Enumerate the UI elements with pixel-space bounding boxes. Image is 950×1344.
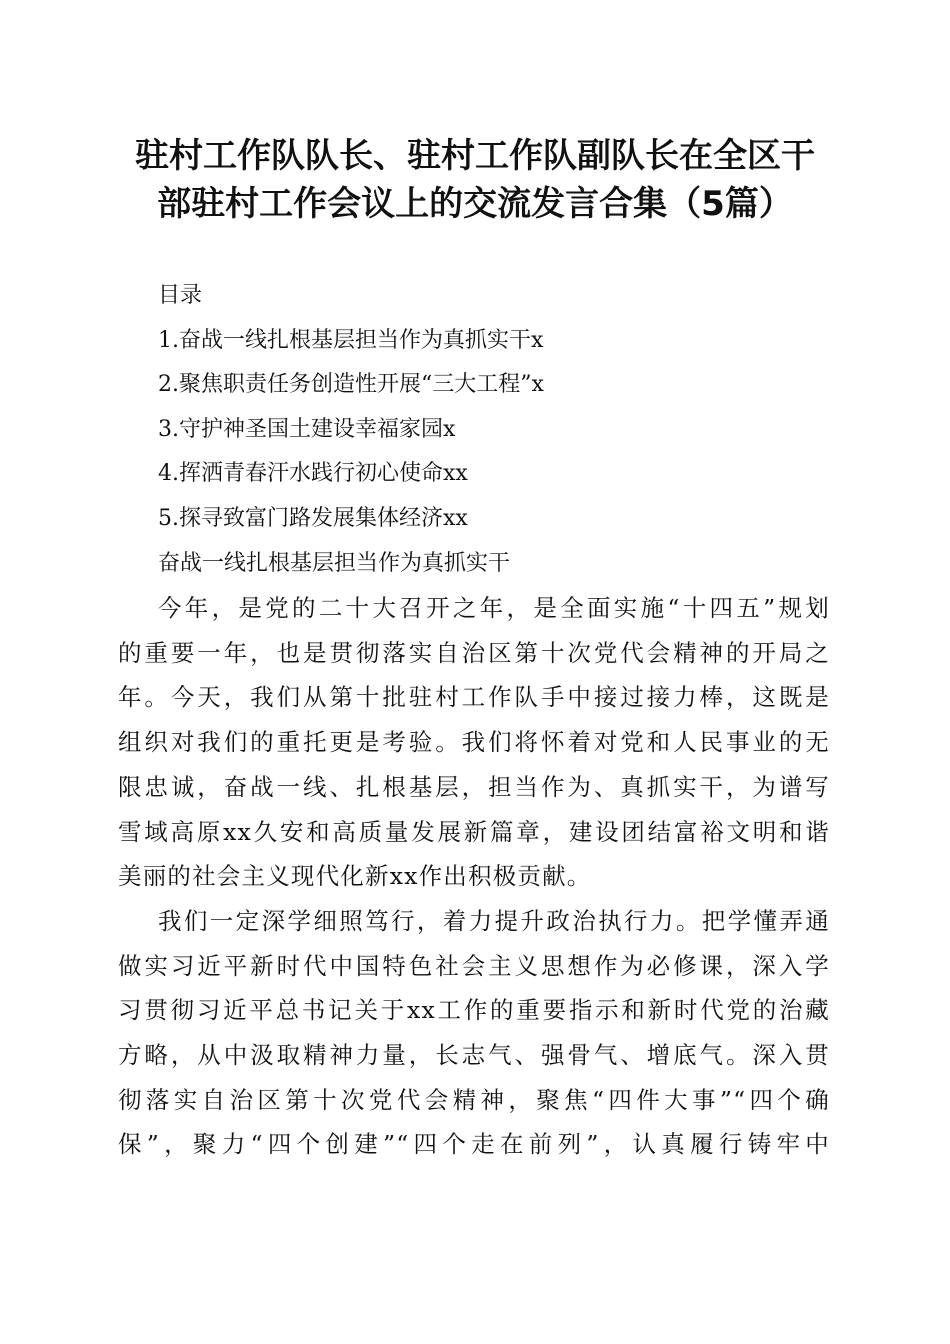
- document-title: [95, 132, 855, 228]
- paragraph-line: 限忠诚，奋战一线、扎根基层，担当作为、真抓实干，为谱写: [118, 772, 830, 801]
- title-line-1: 驻村工作队队长、驻村工作队副队长在全区干: [135, 136, 815, 176]
- document-body: [118, 586, 830, 1167]
- toc-item-3: 3.守护神圣国土建设幸福家园x: [158, 416, 456, 442]
- paragraph-line: 彻落实自治区第十次党代会精神，聚焦“四件大事”“四个确: [118, 1085, 830, 1114]
- toc-item-1: 1.奋战一线扎根基层担当作为真抓实干x: [158, 327, 544, 353]
- paragraph-line: 雪域高原xx久安和高质量发展新篇章，建设团结富裕文明和谐: [118, 817, 830, 846]
- paragraph-line: 做实习近平新时代中国特色社会主义思想作为必修课，深入学: [118, 951, 830, 980]
- title-line-2: 部驻村工作会议上的交流发言合集（5篇）: [157, 184, 793, 224]
- toc-heading: 目录: [158, 283, 203, 308]
- paragraph-line: 组织对我们的重托更是考验。我们将怀着对党和人民事业的无: [118, 728, 830, 757]
- paragraph-line: 习贯彻习近平总书记关于xx工作的重要指示和新时代党的治藏: [118, 996, 830, 1025]
- paragraph-line: 方略，从中汲取精神力量，长志气、强骨气、增底气。深入贯: [118, 1041, 830, 1070]
- paragraph-line: 保”，聚力“四个创建”“四个走在前列”，认真履行铸牢中: [118, 1130, 830, 1159]
- paragraph-line: 的重要一年，也是贯彻落实自治区第十次党代会精神的开局之: [118, 638, 830, 667]
- paragraph-line: 我们一定深学细照笃行，着力提升政治执行力。把学懂弄通: [158, 906, 830, 935]
- paragraph-line: 今年，是党的二十大召开之年，是全面实施“十四五”规划: [158, 594, 830, 622]
- paragraph-line: 美丽的社会主义现代化新xx作出积极贡献。: [118, 862, 592, 891]
- table-of-contents: [158, 274, 838, 542]
- section-heading: 奋战一线扎根基层担当作为真抓实干: [158, 551, 511, 576]
- paragraph-line: 年。今天，我们从第十批驻村工作队手中接过接力棒，这既是: [118, 683, 830, 712]
- toc-item-4: 4.挥洒青春汗水践行初心使命xx: [158, 461, 468, 487]
- toc-item-5: 5.探寻致富门路发展集体经济xx: [158, 505, 468, 531]
- paragraph-2: [118, 899, 830, 1167]
- paragraph-1: [118, 586, 830, 899]
- toc-item-2: 2.聚焦职责任务创造性开展“三大工程”x: [158, 372, 544, 398]
